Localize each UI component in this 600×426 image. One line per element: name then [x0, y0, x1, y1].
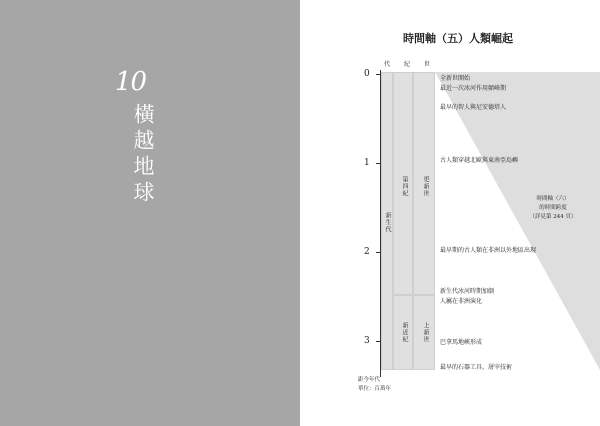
tick-label-3: 3: [364, 336, 370, 346]
tick-label-2: 2: [364, 247, 370, 257]
tick-0: [376, 74, 381, 75]
epoch-label-pleistocene: 更新世: [422, 176, 429, 197]
tick-label-1: 1: [364, 158, 370, 168]
chapter-number: 10: [115, 67, 147, 97]
event-holocene-start: 全新世開始: [440, 75, 471, 82]
timeline-title: 時間軸（五）人類崛起: [403, 32, 513, 45]
header-epoch: 世: [424, 61, 431, 68]
right-page: [300, 0, 600, 426]
event-homo-evolves: 人屬在非洲演化: [440, 298, 483, 305]
period-label-quaternary: 第四紀: [401, 176, 408, 197]
see-also-note: [518, 195, 588, 222]
see-also-line-3: （詳見第 244 頁）: [529, 214, 577, 220]
header-era: 代: [384, 61, 391, 68]
event-earliest-stone-tools: 最早的石器工具、屠宰技術: [440, 364, 513, 371]
tick-2: [376, 252, 381, 253]
tick-label-0: 0: [364, 69, 370, 79]
unit-line-1: 距今年代: [358, 377, 381, 383]
chapter-title: 橫越地球: [131, 103, 155, 207]
see-also-line-1: 時間軸（六）: [536, 196, 570, 202]
time-axis: [380, 70, 381, 377]
event-glaciation-intensifies: 新生代冰河時期加劇: [440, 288, 495, 295]
event-panama-isthmus: 巴拿馬地峽形成: [440, 339, 483, 346]
header-period: 紀: [404, 61, 411, 68]
event-archaic-dispersal: 古人類穿越北歐與東南亞島嶼: [440, 157, 519, 164]
see-also-line-2: 的時間跨度: [539, 205, 567, 211]
event-last-glacial-maximum: 最近一次冰河作用顛峰期: [440, 85, 507, 92]
event-earliest-sapiens: 最早的智人與尼安德塔人: [440, 104, 507, 111]
era-label: 新生代: [384, 212, 391, 233]
unit-line-2: 單位：百萬年: [358, 386, 392, 392]
epoch-label-pliocene: 上新世: [422, 322, 429, 343]
period-label-neogene: 新近紀: [401, 322, 408, 343]
tick-3: [376, 341, 381, 342]
event-earliest-out-of-africa: 最早期的古人類在非洲以外地區出現: [440, 247, 537, 254]
tick-1: [376, 163, 381, 164]
